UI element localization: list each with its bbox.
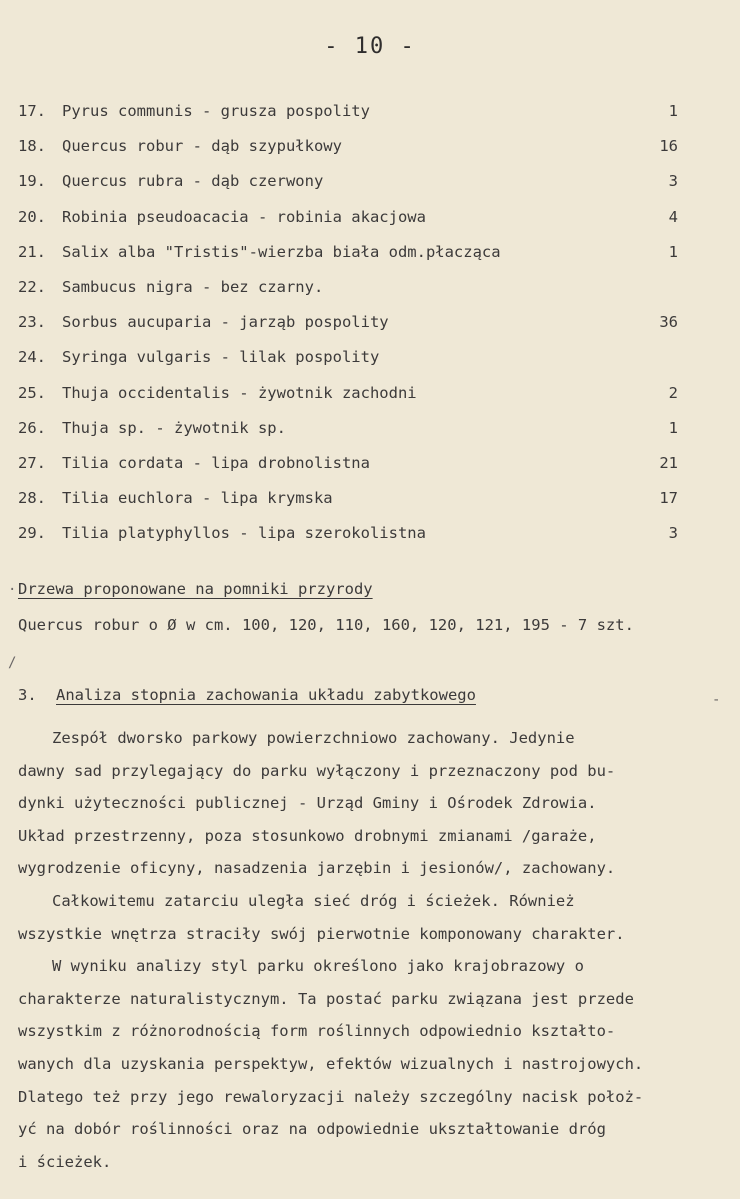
list-item [18, 518, 678, 553]
paragraph-line: Całkowitemu zatarciu uległa sieć dróg i ścieżek. Również [52, 891, 575, 910]
paragraph-line: Dlatego też przy jego rewaloryzacji należy szczególny nacisk położ- [18, 1087, 644, 1106]
paragraph-line: yć na dobór roślinności oraz na odpowiednie ukształtowanie dróg [18, 1120, 606, 1139]
paragraph-line: charakterze naturalistycznym. Ta postać parku związana jest przede [18, 989, 634, 1008]
list-item [18, 96, 678, 131]
item-number: 28. [18, 489, 46, 508]
list-item [18, 131, 678, 166]
item-number: 27. [18, 453, 46, 472]
item-count: 3 [668, 524, 678, 543]
paragraph-line: i ścieżek. [18, 1152, 112, 1171]
paragraph-line: wygrodzenie oficyny, nasadzenia jarzębin i jesionów/, zachowany. [18, 859, 616, 878]
item-count: 4 [668, 207, 678, 226]
item-number: 18. [18, 137, 46, 156]
page-number: - 10 - [324, 34, 416, 59]
item-text: Quercus robur - dąb szypułkowy [62, 137, 342, 156]
item-count: 1 [668, 418, 678, 437]
item-text: Sambucus nigra - bez czarny. [62, 277, 324, 296]
item-number: 20. [18, 207, 46, 226]
margin-mark: - [712, 692, 721, 708]
proposed-heading: Drzewa proponowane na pomniki przyrody [18, 580, 373, 598]
item-text: Tilia cordata - lipa drobnolistna [62, 453, 370, 472]
item-number: 19. [18, 172, 46, 191]
paragraph-line: dawny sad przylegający do parku wyłączony i przeznaczony pod bu- [18, 761, 616, 780]
item-text: Thuja sp. - żywotnik sp. [62, 418, 286, 437]
item-text: Quercus rubra - dąb czerwony [62, 172, 324, 191]
list-item [18, 307, 678, 342]
item-number: 22. [18, 277, 46, 296]
item-text: Salix alba "Tristis"-wierzba biała odm.płacząca [62, 242, 501, 261]
list-item [18, 448, 678, 483]
list-item [18, 413, 678, 448]
paragraph-line: dynki użyteczności publicznej - Urząd Gminy i Ośrodek Zdrowia. [18, 794, 597, 813]
list-item [18, 378, 678, 413]
item-count: 1 [668, 242, 678, 261]
paragraph-line: W wyniku analizy styl parku określono jako krajobrazowy o [52, 957, 584, 976]
item-text: Sorbus aucuparia - jarząb pospolity [62, 313, 389, 332]
item-count: 36 [659, 313, 678, 332]
item-text: Thuja occidentalis - żywotnik zachodni [62, 383, 417, 402]
margin-mark: · [8, 582, 17, 598]
item-text: Robinia pseudoacacia - robinia akacjowa [62, 207, 426, 226]
paragraph-line: wszystkim z różnorodnością form roślinnych odpowiednio kształto- [18, 1022, 616, 1041]
paragraph-line: wszystkie wnętrza straciły swój pierwotnie komponowany charakter. [18, 924, 625, 943]
list-item [18, 272, 678, 307]
item-count: 17 [659, 489, 678, 508]
item-number: 29. [18, 524, 46, 543]
list-item [18, 166, 678, 201]
section-3-title: Analiza stopnia zachowania układu zabytkowego [56, 686, 476, 704]
section-3-heading [18, 686, 476, 704]
item-number: 23. [18, 313, 46, 332]
item-count: 16 [659, 137, 678, 156]
item-count: 1 [668, 102, 678, 120]
item-number: 24. [18, 348, 46, 367]
item-count: 3 [668, 172, 678, 191]
item-number: 26. [18, 418, 46, 437]
item-text: Tilia euchlora - lipa krymska [62, 489, 333, 508]
paragraph-line: Zespół dworsko parkowy powierzchniowo zachowany. Jedynie [52, 729, 575, 747]
proposed-trees: Quercus robur o Ø w cm. 100, 120, 110, 160, 120, 121, 195 - 7 szt. [18, 616, 634, 634]
section-3-number: 3. [18, 686, 37, 704]
item-text: Pyrus communis - grusza pospolity [62, 102, 370, 120]
list-item [18, 483, 678, 518]
item-count: 21 [659, 453, 678, 472]
item-text: Syringa vulgaris - lilak pospolity [62, 348, 380, 367]
analysis-paragraph [18, 722, 734, 1178]
paragraph-line: Układ przestrzenny, poza stosunkowo drobnymi zmianami /garaże, [18, 826, 597, 845]
item-text: Tilia platyphyllos - lipa szerokolistna [62, 524, 426, 543]
paragraph-line: wanych dla uzyskania perspektyw, efektów wizualnych i nastrojowych. [18, 1054, 644, 1073]
item-number: 21. [18, 242, 46, 261]
species-list [18, 96, 678, 553]
margin-mark: / [8, 655, 17, 671]
item-number: 17. [18, 102, 46, 120]
item-count: 2 [668, 383, 678, 402]
list-item [18, 342, 678, 377]
item-number: 25. [18, 383, 46, 402]
list-item [18, 237, 678, 272]
list-item [18, 202, 678, 237]
